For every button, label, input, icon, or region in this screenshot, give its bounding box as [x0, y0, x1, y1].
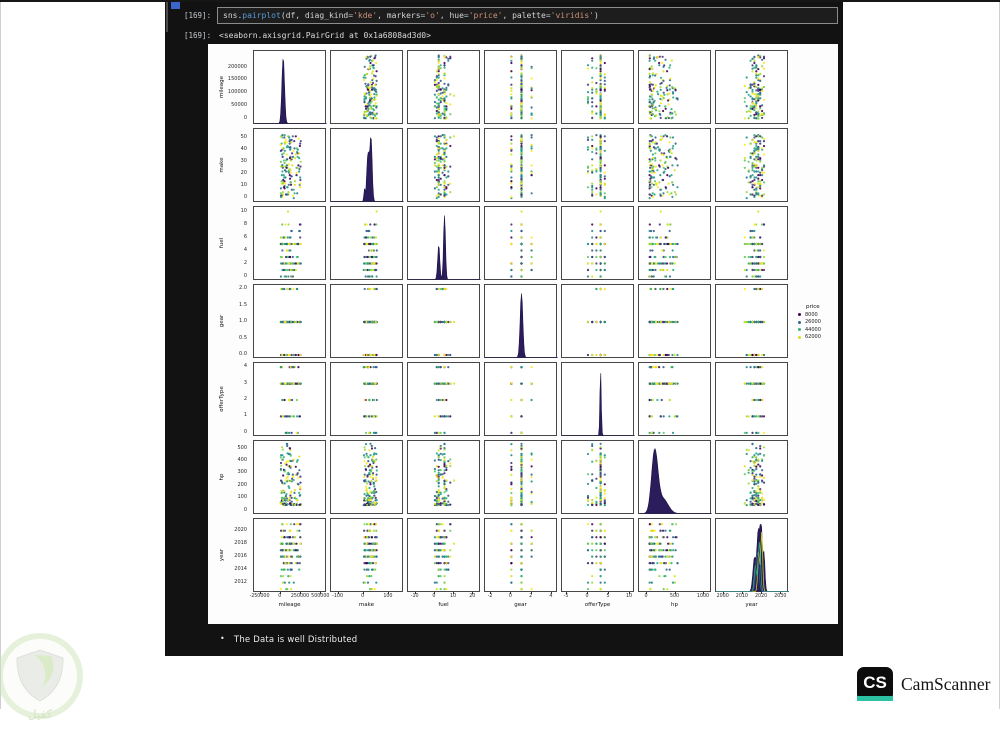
- output-prompt: [169]:: [184, 31, 212, 40]
- legend-label: 8000: [805, 311, 818, 318]
- camscanner-logo-icon: [857, 667, 893, 701]
- legend-dot-icon: [798, 313, 801, 316]
- ytick-label: 0: [243, 272, 247, 279]
- row-label-offerType: offerType: [219, 386, 225, 412]
- xtick-label: 0: [361, 594, 365, 599]
- pairplot-cell-mileage-vs-offerType: [561, 50, 634, 124]
- xtick-label: -250000: [249, 594, 270, 599]
- ytick-label: 2020: [234, 526, 247, 533]
- xtick-label: 2: [529, 594, 533, 599]
- ytick-label: 1.0: [239, 318, 247, 324]
- x-axis-make: [330, 593, 403, 600]
- code-token: =: [463, 11, 469, 20]
- x-axis-year: [715, 593, 788, 600]
- notebook-panel: [165, 2, 843, 656]
- markdown-note: [220, 634, 357, 645]
- row-label-hp: hp: [219, 473, 225, 481]
- pairplot-cell-year-vs-mileage: [253, 518, 326, 592]
- y-axis-offerType: [208, 362, 250, 436]
- ytick-label: 50000: [231, 101, 247, 108]
- pairplot-cell-fuel-vs-fuel: [407, 206, 480, 280]
- pairplot-cell-gear-vs-hp: [638, 284, 711, 358]
- legend-items: [792, 311, 844, 341]
- pairplot-cell-offerType-vs-offerType: [561, 362, 634, 436]
- ytick-label: 100: [237, 494, 247, 501]
- ytick-label: 10: [240, 182, 247, 188]
- ytick-label: 0: [243, 194, 247, 201]
- xtick-label: -10: [410, 594, 419, 599]
- pairplot-cell-offerType-vs-make: [330, 362, 403, 436]
- xtick-label: 10: [450, 594, 457, 599]
- col-label-mileage: mileage: [278, 602, 301, 608]
- pairplot-cell-make-vs-fuel: [407, 128, 480, 202]
- pairplot-cell-gear-vs-gear: [484, 284, 557, 358]
- xtick-label: 100: [383, 594, 393, 599]
- col-label-make: make: [358, 602, 375, 608]
- input-prompt: [169]:: [184, 11, 212, 20]
- output-repr: <seaborn.axisgrid.PairGrid at 0x1a6808ad3d0>: [219, 31, 431, 40]
- legend-title: price: [806, 304, 820, 310]
- row-label-year: year: [219, 548, 225, 562]
- col-label-offerType: offerType: [584, 602, 611, 608]
- ytick-label: 4: [243, 363, 247, 370]
- pairplot-cell-year-vs-offerType: [561, 518, 634, 592]
- xtick-label: 2000: [716, 594, 729, 599]
- pairplot-cell-offerType-vs-mileage: [253, 362, 326, 436]
- code-token: , hue: [439, 11, 464, 20]
- pairplot-cell-make-vs-make: [330, 128, 403, 202]
- ytick-label: 4: [243, 246, 247, 253]
- pairplot-cell-gear-vs-offerType: [561, 284, 634, 358]
- watermark-text: كفيل: [27, 707, 53, 721]
- ytick-label: 0: [243, 428, 247, 435]
- xtick-label: 1000: [696, 594, 710, 599]
- pairplot-cell-gear-vs-make: [330, 284, 403, 358]
- y-axis-year: [208, 518, 250, 592]
- pairplot-cell-year-vs-fuel: [407, 518, 480, 592]
- ytick-label: 100000: [227, 89, 247, 96]
- ytick-label: 0.0: [239, 351, 247, 357]
- code-token: =: [348, 11, 354, 20]
- y-axis-gear: [208, 284, 250, 358]
- x-axis-mileage: [249, 593, 330, 600]
- pairplot-cell-year-vs-year: [715, 518, 788, 592]
- y-axis-mileage: [208, 50, 250, 124]
- ytick-label: 3: [243, 379, 247, 386]
- xtick-label: 2020: [754, 594, 768, 599]
- ytick-label: 200000: [227, 63, 247, 70]
- pairplot-cell-hp-vs-make: [330, 440, 403, 514]
- code-token: 'price': [468, 11, 503, 20]
- row-label-mileage: mileage: [219, 75, 225, 99]
- code-line: [223, 11, 599, 20]
- page-left-border: [0, 2, 1, 709]
- code-token: pairplot: [242, 11, 281, 20]
- ytick-label: 0: [243, 114, 247, 121]
- code-token: ): [594, 11, 599, 20]
- pairplot-cell-make-vs-mileage: [253, 128, 326, 202]
- ytick-label: 20: [240, 169, 247, 176]
- xtick-label: 0: [644, 594, 648, 599]
- pairplot-figure: [208, 44, 838, 624]
- pairplot-cell-fuel-vs-offerType: [561, 206, 634, 280]
- ytick-label: 1: [243, 412, 247, 419]
- xtick-label: 0: [585, 594, 589, 599]
- pairplot-cell-make-vs-hp: [638, 128, 711, 202]
- legend-dot-icon: [798, 336, 801, 339]
- xtick-label: 10: [625, 594, 633, 599]
- row-label-make: make: [219, 157, 225, 173]
- x-axis-gear: [484, 593, 557, 600]
- pairplot-cell-hp-vs-fuel: [407, 440, 480, 514]
- xtick-label: 5: [606, 594, 610, 599]
- y-axis-hp: [208, 440, 250, 514]
- pairplot-cell-mileage-vs-mileage: [253, 50, 326, 124]
- panel-left-rail: [166, 2, 168, 32]
- pairplot-grid: [208, 44, 838, 624]
- xtick-label: 500000: [311, 594, 330, 599]
- xtick-label: 2010: [735, 594, 748, 599]
- pairplot-cell-offerType-vs-year: [715, 362, 788, 436]
- pairplot-cell-mileage-vs-gear: [484, 50, 557, 124]
- pairplot-cell-fuel-vs-mileage: [253, 206, 326, 280]
- xtick-label: 4: [549, 594, 553, 599]
- legend-dot-icon: [798, 321, 801, 324]
- legend-label: 44000: [805, 326, 821, 333]
- ytick-label: 2016: [234, 552, 247, 559]
- code-token: , palette: [502, 11, 546, 20]
- col-label-fuel: fuel: [438, 602, 449, 608]
- ytick-label: 200: [237, 481, 247, 488]
- col-label-hp: hp: [671, 602, 678, 608]
- ytick-label: 400: [237, 456, 247, 463]
- col-label-gear: gear: [514, 602, 527, 608]
- legend-item: [792, 311, 844, 319]
- pairplot-cell-mileage-vs-fuel: [407, 50, 480, 124]
- cs-accent-strip: [857, 696, 893, 701]
- row-label-fuel: fuel: [219, 237, 225, 249]
- kafeel-watermark-logo: [0, 626, 96, 738]
- pairplot-cell-fuel-vs-year: [715, 206, 788, 280]
- camscanner-wordmark: CamScanner: [901, 673, 991, 694]
- ytick-label: 0.5: [239, 334, 247, 341]
- pairplot-cell-offerType-vs-gear: [484, 362, 557, 436]
- pairplot-cell-mileage-vs-make: [330, 50, 403, 124]
- xtick-label: -2: [487, 594, 493, 599]
- x-axis-hp: [638, 593, 711, 600]
- legend-item: [792, 334, 844, 342]
- legend-label: 26000: [805, 319, 821, 326]
- ytick-label: 30: [240, 157, 247, 164]
- pairplot-cell-hp-vs-year: [715, 440, 788, 514]
- row-label-gear: gear: [219, 314, 225, 328]
- pairplot-cell-offerType-vs-hp: [638, 362, 711, 436]
- pairplot-cell-hp-vs-mileage: [253, 440, 326, 514]
- pairplot-cell-make-vs-offerType: [561, 128, 634, 202]
- y-axis-make: [208, 128, 250, 202]
- x-axis-offerType: [561, 593, 634, 600]
- code-token: =: [545, 11, 551, 20]
- ytick-label: 150000: [227, 76, 247, 83]
- legend-item: [792, 326, 844, 334]
- ytick-label: 2.0: [239, 285, 247, 291]
- pairplot-cell-hp-vs-gear: [484, 440, 557, 514]
- ytick-label: 300: [237, 469, 247, 476]
- ytick-label: 2014: [234, 565, 247, 572]
- code-token: 'viridis': [550, 11, 594, 20]
- xtick-label: -5: [563, 594, 569, 599]
- ytick-label: 2012: [234, 578, 247, 585]
- xtick-label: 0: [432, 594, 436, 599]
- ytick-label: 8: [243, 220, 247, 227]
- pairplot-cell-gear-vs-mileage: [253, 284, 326, 358]
- xtick-label: 20: [469, 594, 476, 599]
- code-token: =: [420, 11, 426, 20]
- cell-indicator: [171, 2, 180, 9]
- pairplot-cell-make-vs-gear: [484, 128, 557, 202]
- ytick-label: 50: [240, 133, 247, 140]
- cs-letters: CS: [863, 672, 887, 692]
- pairplot-cell-offerType-vs-fuel: [407, 362, 480, 436]
- pairplot-cell-year-vs-hp: [638, 518, 711, 592]
- ytick-label: 2018: [234, 539, 247, 546]
- code-token: sns: [223, 11, 238, 20]
- pairplot-cell-year-vs-make: [330, 518, 403, 592]
- note-text: The Data is well Distributed: [233, 635, 358, 645]
- ytick-label: 10: [240, 207, 247, 214]
- pairplot-cell-fuel-vs-make: [330, 206, 403, 280]
- legend-dot-icon: [798, 328, 801, 331]
- code-token: , markers: [377, 11, 421, 20]
- code-input[interactable]: [217, 7, 838, 24]
- ytick-label: 0: [243, 506, 247, 513]
- code-token: (df, diag_kind: [280, 11, 349, 20]
- xtick-label: 0: [278, 594, 282, 599]
- code-token: .: [237, 11, 243, 20]
- ytick-label: 2: [243, 396, 247, 402]
- ytick-label: 6: [243, 233, 247, 240]
- code-token: 'kde': [353, 11, 378, 20]
- legend-label: 62000: [805, 334, 821, 341]
- xtick-label: -100: [332, 594, 344, 599]
- pairplot-cell-hp-vs-hp: [638, 440, 711, 514]
- pairplot-cell-make-vs-year: [715, 128, 788, 202]
- xtick-label: 2030: [774, 594, 787, 599]
- camscanner-brand: [857, 667, 990, 701]
- xtick-label: 500: [669, 594, 680, 599]
- y-axis-fuel: [208, 206, 250, 280]
- pairplot-cell-fuel-vs-hp: [638, 206, 711, 280]
- col-label-year: year: [745, 602, 758, 608]
- pairplot-cell-year-vs-gear: [484, 518, 557, 592]
- pairplot-cell-mileage-vs-year: [715, 50, 788, 124]
- xtick-label: 250000: [290, 594, 310, 599]
- xtick-label: 0: [508, 594, 512, 599]
- legend-item: [792, 319, 844, 327]
- pairplot-cell-mileage-vs-hp: [638, 50, 711, 124]
- bullet-icon: •: [220, 634, 225, 643]
- pairplot-cell-gear-vs-year: [715, 284, 788, 358]
- code-token: 'o': [425, 11, 440, 20]
- ytick-label: 500: [237, 444, 247, 451]
- x-axis-fuel: [407, 593, 480, 600]
- ytick-label: 2: [243, 259, 247, 266]
- pairplot-cell-gear-vs-fuel: [407, 284, 480, 358]
- pairplot-cell-fuel-vs-gear: [484, 206, 557, 280]
- pairplot-cell-hp-vs-offerType: [561, 440, 634, 514]
- ytick-label: 40: [240, 145, 247, 152]
- legend: [792, 304, 844, 341]
- ytick-label: 1.5: [239, 301, 247, 308]
